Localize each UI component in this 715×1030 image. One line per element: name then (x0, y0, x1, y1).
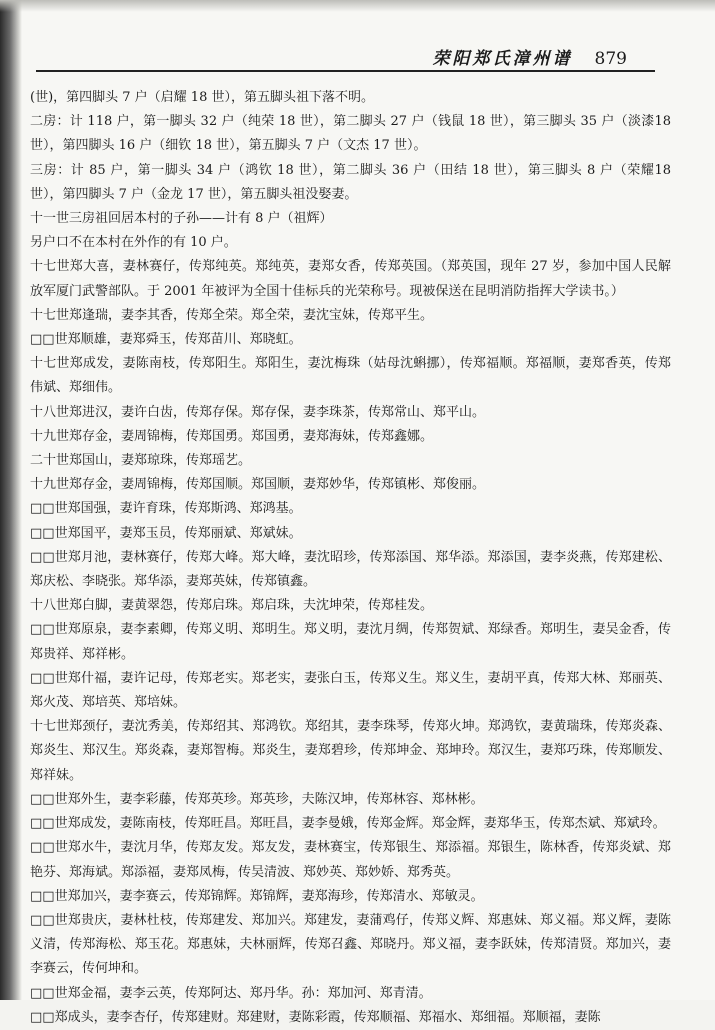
paragraph: □□世郑什福，妻许记母，传郑老实。郑老实，妻张白玉，传郑义生。郑义生，妻胡平真，传郑大林、郑丽英、郑火茂、郑培英、郑培妹。 (30, 670, 671, 711)
paragraph: 二房：计 118 户，第一脚头 32 户（纯荣 18 世），第二脚头 27 户（钱鼠 18 世），第三脚头 35 户（淡漆18 世），第四脚头 16 户（细钦 18 世），第五脚头 7 户（文杰 17 世）。 (30, 114, 671, 154)
paragraph: □□郑成头，妻李杏仔，传郑建财。郑建财，妻陈彩霞，传郑顺福、郑福水、郑细福。郑顺福，妻陈 (30, 1009, 601, 1025)
paragraph: □□世郑原泉，妻李素卿，传郑义明、郑明生。郑义明，妻沈月绸，传郑贺斌、郑绿香。郑明生，妻吴金香，传郑贵祥、郑祥彬。 (30, 622, 671, 662)
paragraph: 十七世郑成发，妻陈南枝，传郑阳生。郑阳生，妻沈梅珠（姑母沈蝌挪），传郑福顺。郑福顺，妻郑香英，传郑伟斌、郑细伟。 (30, 356, 671, 396)
paragraph: 二十世郑国山，妻郑琼珠，传郑瑶艺。 (30, 453, 252, 469)
paragraph: □□世郑外生，妻李彩藤，传郑英珍。郑英珍，夫陈汉坤，传郑林容、郑林彬。 (30, 791, 484, 807)
paragraph: 十七世郑颈仔，妻沈秀美，传郑绍其、郑鸿钦。郑绍其，妻李珠琴，传郑火坤。郑鸿钦，妻黄瑞珠，传郑炎森、郑炎生、郑汉生。郑炎森，妻郑智梅。郑炎生，妻郑碧珍，传郑坤金、郑坤玲。郑汉生，妻郑巧珠，传郑顺发、郑祥妹。 (30, 719, 671, 783)
paragraph: □□世郑月池，妻林赛仔，传郑大峰。郑大峰，妻沈昭珍，传郑添国、郑华添。郑添国，妻李炎燕，传郑建松、郑庆松、李晓张。郑华添，妻郑英妹，传郑镇鑫。 (30, 549, 671, 590)
paragraph: □□世郑成发，妻陈南枝，传郑旺昌。郑旺昌，妻李曼娥，传郑金辉。郑金辉，妻郑华玉，传郑杰斌、郑斌玲。 (30, 816, 666, 832)
page-number: 879 (594, 49, 627, 69)
paragraph: (世)，第四脚头 7 户（启耀 18 世），第五脚头祖下落不明。 (30, 90, 374, 105)
paragraph: □□世郑国强，妻许育珠，传郑斯鸿、郑鸿基。 (30, 501, 302, 517)
paragraph: 三房：计 85 户，第一脚头 34 户（鸿钦 18 世），第二脚头 36 户（田结 18 世），第三脚头 8 户（荣耀18 世），第四脚头 7 户（金龙 17 世），第五脚头祖没娶妻。 (30, 162, 671, 202)
paragraph: □□世郑金福，妻李云英，传郑阿达、郑丹华。孙：郑加河、郑青清。 (30, 985, 432, 1001)
paragraph: 十七世郑逢瑞，妻李其香，传郑全荣。郑全荣，妻沈宝妹，传郑平生。 (30, 307, 434, 323)
paragraph: □□世郑贵庆，妻林杜枝，传郑建发、郑加兴。郑建发，妻蒲鸡仔，传郑义辉、郑惠妹、郑义福。郑义辉，妻陈义清，传郑海松、郑玉花。郑惠妹，夫林丽辉，传郑召鑫、郑晓丹。郑义福，妻李跃妹，传郑清贤。郑加兴，妻李赛云，传何坤和。 (30, 912, 671, 977)
paragraph: 十八世郑白脚，妻黄翠怨，传郑启珠。郑启珠，夫沈坤荣，传郑桂发。 (30, 598, 434, 614)
paragraph: 十一世三房祖回居本村的子孙——计有 8 户（祖辉） (30, 211, 333, 227)
book-title: 荣阳郑氏漳州谱 (432, 49, 573, 69)
paragraph: 十九世郑存金，妻周锦梅，传郑国顺。郑国顺，妻郑妙华，传郑镇彬、郑俊丽。 (30, 477, 486, 493)
paragraph: □□世郑加兴，妻李赛云，传郑锦辉。郑锦辉，妻郑海珍，传郑清水、郑敏灵。 (30, 888, 484, 904)
genealogy-text (30, 86, 671, 1030)
page-top-shadow (0, 0, 715, 12)
paragraph: 另户口不在本村在外作的有 10 户。 (30, 235, 237, 251)
paragraph: □□世郑国平，妻郑玉员，传郑丽斌、郑斌妹。 (30, 525, 302, 541)
paragraph: □□世郑水牛，妻沈月华，传郑友发。郑友发，妻林赛宝，传郑银生、郑添福。郑银生，陈林香，传郑炎斌、郑艳芬、郑海斌。郑添福，妻郑凤梅，传吴清波、郑妙英、郑妙娇、郑秀英。 (30, 840, 671, 880)
paragraph: 十九世郑存金，妻周锦梅，传郑国勇。郑国勇，妻郑海妹，传郑鑫娜。 (30, 428, 434, 444)
book-spine-shadow (0, 0, 22, 1000)
running-header (433, 44, 627, 69)
paragraph: 十七世郑大喜，妻林赛仔，传郑纯英。郑纯英，妻郑女香，传郑英国。（郑英国，现年 27 岁，参加中国人民解放军厦门武警部队。于 2001 年被评为全国十佳标兵的光荣称号。现被保送在昆明消防指挥大学读书。） (30, 259, 671, 299)
header-rule (36, 70, 655, 72)
paragraph: 十八世郑进汉，妻许白齿，传郑存保。郑存保，妻李珠茶，传郑常山、郑平山。 (30, 404, 486, 420)
paragraph: □□世郑顺雄，妻郑舜玉，传郑苗川、郑晓虹。 (30, 332, 302, 348)
